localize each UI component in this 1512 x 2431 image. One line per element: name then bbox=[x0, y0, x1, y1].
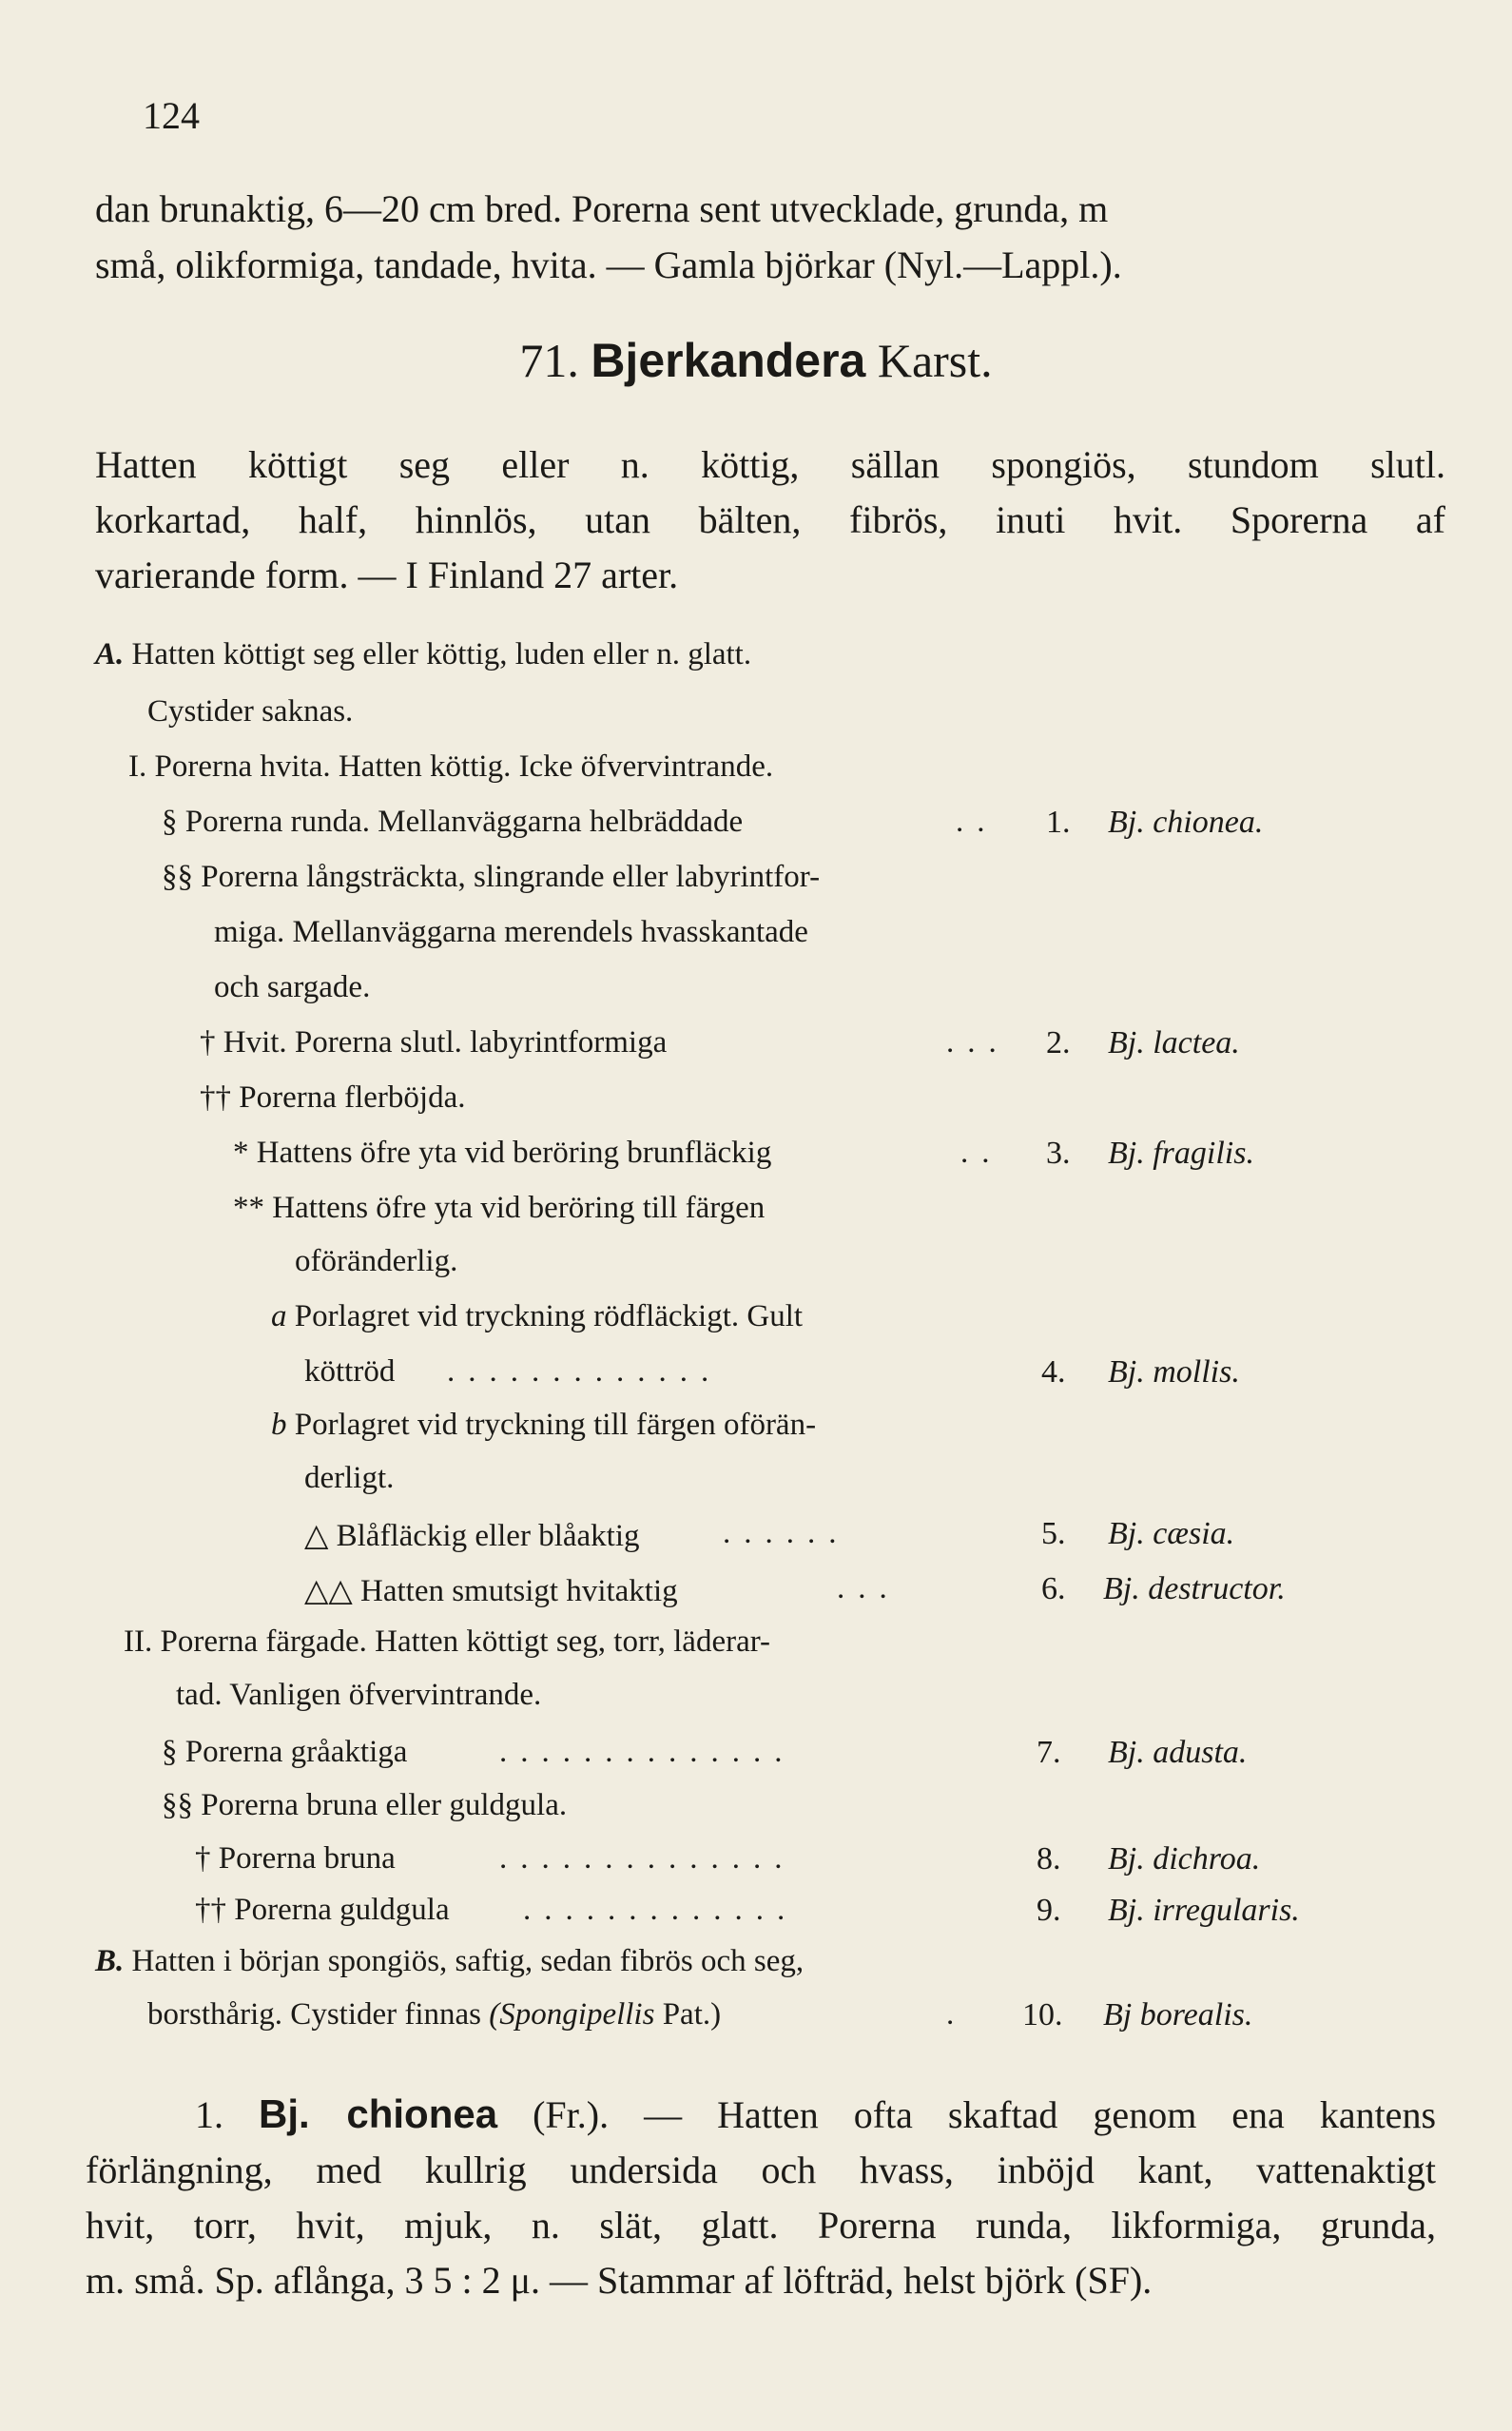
species-number: 2. bbox=[1046, 1025, 1071, 1060]
key-b-line2 bbox=[147, 1997, 721, 2032]
key-a-text: Hatten köttigt seg eller köttig, luden eller n. glatt. bbox=[131, 637, 752, 671]
entry-genus: Bj. chionea bbox=[259, 2091, 498, 2136]
key-s1: § Porerna runda. Mellanväggarna helbräddade bbox=[162, 805, 744, 839]
leader-dots: . bbox=[946, 1997, 968, 2032]
species-name: Bj. chionea. bbox=[1108, 805, 1264, 840]
leader-dots: ...... bbox=[723, 1516, 850, 1550]
key-a-text-2: Cystider saknas. bbox=[147, 694, 354, 729]
key-b-branch-line1 bbox=[271, 1408, 816, 1443]
key-a-branch-label: a bbox=[271, 1299, 287, 1333]
species-number: 8. bbox=[1037, 1841, 1061, 1877]
species-entry bbox=[86, 2087, 1436, 2308]
key-b-subgenus: (Spongipellis bbox=[489, 1997, 655, 2032]
key-a-branch-text: Porlagret vid tryckning rödfläckigt. Gult bbox=[294, 1299, 804, 1333]
key-s2-line3: och sargade. bbox=[214, 970, 371, 1004]
key-b-branch-line2: derligt. bbox=[304, 1461, 395, 1495]
entry-line-4: m. små. Sp. aflånga, 3 5 : 2 μ. — Stammar af löfträd, helst björk (SF). bbox=[86, 2259, 1153, 2302]
key-ii-s2: §§ Porerna bruna eller guldgula. bbox=[162, 1788, 568, 1822]
key-s2-line2: miga. Mellanväggarna merendels hvasskantade bbox=[214, 915, 808, 949]
leader-dots: .............. bbox=[499, 1841, 796, 1876]
species-name: Bj. lactea. bbox=[1108, 1025, 1240, 1060]
key-b-text: Hatten i början spongiös, saftig, sedan fibrös och seg, bbox=[131, 1944, 804, 1978]
intro-line: dan brunaktig, 6—20 cm bred. Porerna sent utvecklade, grunda, m bbox=[95, 187, 1109, 230]
leader-dots: ............. bbox=[447, 1354, 723, 1389]
description-line: korkartad, half, hinnlös, utan bälten, fibrös, inuti hvit. Sporerna af bbox=[95, 498, 1445, 541]
species-name: Bj. adusta. bbox=[1108, 1735, 1248, 1770]
key-b-text-2: borsthårig. Cystider finnas bbox=[147, 1997, 482, 2032]
species-number: 3. bbox=[1046, 1136, 1071, 1171]
key-star2-line2: oföränderlig. bbox=[295, 1244, 458, 1278]
heading-author: Karst. bbox=[877, 334, 993, 387]
key-a bbox=[95, 637, 751, 672]
species-name: Bj. dichroa. bbox=[1108, 1841, 1261, 1877]
leader-dots: .............. bbox=[499, 1735, 796, 1769]
species-number: 7. bbox=[1037, 1735, 1061, 1770]
species-name: Bj. mollis. bbox=[1108, 1354, 1240, 1390]
species-name: Bj. irregularis. bbox=[1108, 1893, 1300, 1928]
leader-dots: ... bbox=[946, 1025, 1010, 1060]
entry-line-3: hvit, torr, hvit, mjuk, n. slät, glatt. Porerna runda, likformiga, grunda, bbox=[86, 2204, 1436, 2246]
description-line: varierande form. — I Finland 27 arter. bbox=[95, 554, 679, 596]
key-a-branch-line2: köttröd bbox=[304, 1354, 396, 1389]
entry-line-2: förlängning, med kullrig undersida och hvass, inböjd kant, vattenaktigt bbox=[86, 2149, 1436, 2191]
species-number: 5. bbox=[1041, 1516, 1066, 1551]
key-b bbox=[95, 1944, 804, 1979]
entry-line bbox=[86, 2087, 1436, 2143]
species-name: Bj borealis. bbox=[1103, 1997, 1253, 2032]
entry-line-1: (Fr.). — Hatten ofta skaftad genom ena kantens bbox=[533, 2093, 1437, 2136]
leader-dots: .. bbox=[960, 1136, 1003, 1170]
heading-number: 71. bbox=[519, 334, 579, 387]
key-ii-line2: tad. Vanligen öfvervintrande. bbox=[176, 1678, 542, 1712]
leader-dots: .. bbox=[956, 805, 998, 839]
key-b-subauthor: Pat.) bbox=[662, 1997, 722, 2032]
species-number: 1. bbox=[1046, 805, 1071, 840]
key-b-branch-label: b bbox=[271, 1408, 287, 1442]
species-number: 6. bbox=[1041, 1571, 1066, 1606]
species-number: 10. bbox=[1022, 1997, 1063, 2032]
description-line: Hatten köttigt seg eller n. köttig, sällan spongiös, stundom slutl. bbox=[95, 443, 1445, 486]
key-a-label: A. bbox=[95, 637, 125, 671]
key-triangle1: △ Blåfläckig eller blåaktig bbox=[304, 1519, 640, 1553]
heading-genus: Bjerkandera bbox=[591, 334, 866, 387]
key-b-label: B. bbox=[95, 1944, 125, 1978]
entry-number: 1. bbox=[195, 2093, 223, 2136]
species-name: Bj. cæsia. bbox=[1108, 1516, 1235, 1551]
leader-dots: ............. bbox=[523, 1893, 799, 1927]
page-number: 124 bbox=[143, 94, 200, 137]
species-number: 4. bbox=[1041, 1354, 1066, 1390]
species-name: Bj. fragilis. bbox=[1108, 1136, 1254, 1171]
leader-dots: ... bbox=[837, 1571, 901, 1605]
species-name: Bj. destructor. bbox=[1103, 1571, 1286, 1606]
key-a-branch-line1 bbox=[271, 1299, 803, 1334]
key-s2-line1: §§ Porerna långsträckta, slingrande eller labyrintfor- bbox=[162, 860, 821, 894]
key-ii-s1: § Porerna gråaktiga bbox=[162, 1735, 408, 1769]
intro-line: små, olikformiga, tandade, hvita. — Gamla björkar (Nyl.—Lappl.). bbox=[95, 243, 1122, 286]
key-i: I. Porerna hvita. Hatten köttig. Icke öfvervintrande. bbox=[128, 749, 774, 784]
key-triangle2: △△ Hatten smutsigt hvitaktig bbox=[304, 1574, 678, 1608]
species-number: 9. bbox=[1037, 1893, 1061, 1928]
key-ii-d1: † Porerna bruna bbox=[195, 1841, 396, 1876]
key-d2: †† Porerna flerböjda. bbox=[200, 1080, 466, 1115]
key-ii-line1: II. Porerna färgade. Hatten köttigt seg, torr, läderar- bbox=[124, 1624, 771, 1659]
key-star1: * Hattens öfre yta vid beröring brunfläckig bbox=[233, 1136, 772, 1170]
key-b-branch-text: Porlagret vid tryckning till färgen oförän- bbox=[294, 1408, 817, 1442]
key-d1: † Hvit. Porerna slutl. labyrintformiga bbox=[200, 1025, 668, 1060]
key-star2-line1: ** Hattens öfre yta vid beröring till färgen bbox=[233, 1191, 766, 1225]
key-ii-d2: †† Porerna guldgula bbox=[195, 1893, 450, 1927]
